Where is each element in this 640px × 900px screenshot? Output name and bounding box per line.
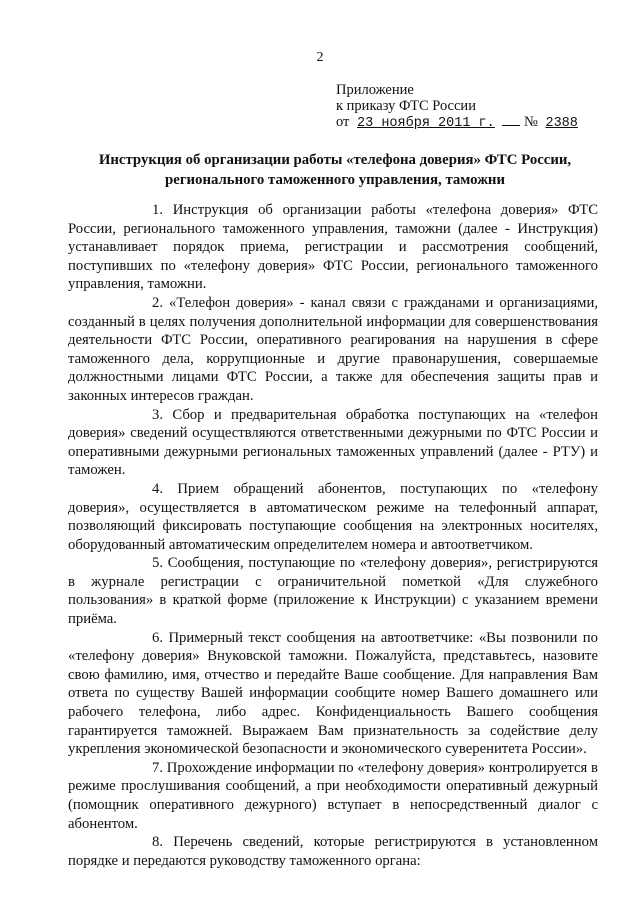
page-number: 2 bbox=[316, 50, 324, 65]
paragraph-number: 8. bbox=[152, 834, 164, 851]
paragraph-6 bbox=[68, 629, 598, 759]
order-date: 23 ноября 2011 г. bbox=[357, 116, 495, 131]
date-label: от bbox=[336, 114, 350, 130]
paragraph-text: Прохождение информации по «телефону доверия» контролируется в режиме прослушивания сообщений, а при необходимости оперативный дежурный (помощник оперативного дежурного) вступает в непосредственный диалог с абонентом. bbox=[68, 759, 598, 832]
appendix-header bbox=[336, 82, 582, 132]
paragraph-text: Сбор и предварительная обработка поступающих на «телефон доверия» сведений осуществляются ответственными дежурными по ФТС России и оперативными дежурными региональных таможенных управлений (далее - РТУ) и таможен. bbox=[68, 406, 599, 479]
paragraph-text: Перечень сведений, которые регистрируются в установленном порядке и передаются руководству таможенного органа: bbox=[68, 834, 598, 869]
paragraph-7 bbox=[68, 759, 598, 833]
paragraph-text: Инструкция об организации работы «телефона доверия» ФТС России, регионального таможенного управления, таможни (далее - Инструкция) устанавливает порядок приема, регистрации и рассмотрения сообщений, поступивших по «телефону доверия» ФТС России, регионального таможенного управления, таможни. bbox=[68, 202, 598, 293]
paragraph-8 bbox=[68, 833, 598, 870]
paragraph-number: 2. bbox=[152, 294, 164, 311]
appendix-label: Приложение bbox=[336, 82, 414, 98]
paragraph-number: 5. bbox=[152, 555, 164, 572]
paragraph-text: Сообщения, поступающие по «телефону доверия», регистрируются в журнале регистрации с ограничительной пометкой «Для служебного пользования» в краткой форме (приложение к Инструкции) с указанием времени приёма. bbox=[68, 555, 598, 628]
appendix-order-ref: к приказу ФТС России bbox=[336, 98, 476, 114]
order-number: 2388 bbox=[545, 116, 578, 131]
date-underline bbox=[502, 124, 520, 126]
paragraph-text: Прием обращений абонентов, поступающих по «телефону доверия», осуществляется в автоматическом режиме на телефонный аппарат, позволяющий фиксировать поступающие сообщения на электронных носителях, оборудованный автоматическим определителем номера и автоответчиком. bbox=[68, 480, 598, 553]
paragraph-1 bbox=[68, 201, 598, 294]
paragraph-2 bbox=[68, 294, 598, 406]
document-title: Инструкция об организации работы «телефона доверия» ФТС России, регионального таможенного управления, таможни bbox=[98, 152, 572, 188]
paragraph-number: 4. bbox=[152, 480, 164, 497]
paragraph-4 bbox=[68, 480, 598, 554]
paragraph-number: 7. bbox=[152, 759, 164, 776]
paragraph-number: 1. bbox=[152, 202, 164, 218]
appendix-date-line bbox=[336, 114, 582, 132]
paragraph-text: «Телефон доверия» - канал связи с гражданами и организациями, созданный в целях получения дополнительной информации для совершенствования деятельности ФТС России, оперативного реагирования на нарушения в сфере таможенного дела, коррупционные и другие правонарушения, совершаемые должностными лицами ФТС России, а также для обеспечения защиты прав и законных интересов граждан. bbox=[68, 294, 598, 404]
paragraph-number: 3. bbox=[152, 406, 164, 423]
number-label: № bbox=[524, 114, 538, 130]
paragraph-number: 6. bbox=[152, 629, 164, 646]
paragraph-3 bbox=[68, 406, 598, 480]
paragraph-5 bbox=[68, 554, 598, 628]
paragraph-text: Примерный текст сообщения на автоответчике: «Вы позвонили по «телефону доверия» Внуковской таможни. Пожалуйста, представьтесь, назовите свою фамилию, имя, отчество и передайте Ваше сообщение. Для направления Вам ответа по существу Вашей информации сообщите номер Вашего домашнего или рабочего телефона, либо адрес. Конфиденциальность Вашего сообщения гарантируется таможней. Выражаем Вам признательность за содействие делу укрепления экономической безопасности и экономического суверенитета России». bbox=[68, 629, 598, 758]
document-body bbox=[68, 201, 598, 870]
